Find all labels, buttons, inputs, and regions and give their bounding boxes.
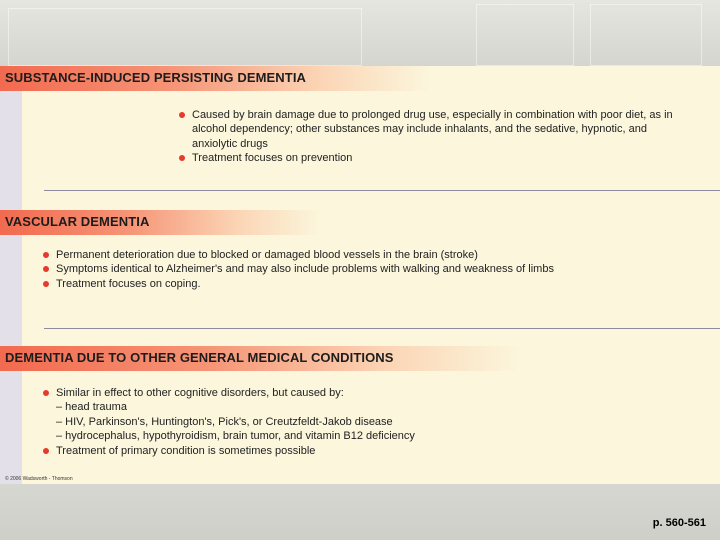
bullet-dot-icon <box>43 390 49 396</box>
bullet-continuation <box>40 415 680 429</box>
section-header-substance-induced <box>0 66 430 91</box>
bullet-item <box>40 248 700 262</box>
bottom-background-band <box>0 484 720 540</box>
section-title: VASCULAR DEMENTIA <box>5 214 150 229</box>
decorative-frame <box>476 4 574 66</box>
bullet-text: Similar in effect to other cognitive disorders, but caused by: <box>56 387 344 399</box>
bullet-item <box>40 277 700 291</box>
slide-content-panel <box>0 66 720 484</box>
bullet-dot-icon <box>43 266 49 272</box>
bullet-text: Treatment focuses on coping. <box>56 277 201 290</box>
vascular-list <box>40 248 700 291</box>
bullet-text: alcohol dependency; other substances may include inhalants, and the sedative, hypnotic, and <box>192 123 647 136</box>
left-accent-strip <box>0 66 22 484</box>
page-reference: p. 560-561 <box>652 517 706 529</box>
bullet-text: Permanent deterioration due to blocked or damaged blood vessels in the brain (stroke) <box>56 249 478 261</box>
bullet-dot-icon <box>43 448 49 454</box>
bullet-dot-icon <box>43 252 49 258</box>
bullet-item <box>40 386 680 400</box>
bullet-text: – HIV, Parkinson's, Huntington's, Pick's, or Creutzfeldt-Jakob disease <box>56 415 393 428</box>
bullet-continuation <box>176 122 716 136</box>
bullet-item <box>40 444 680 458</box>
bullet-continuation <box>176 137 716 151</box>
section-header-medical-conditions <box>0 346 520 371</box>
bullet-dot-icon <box>179 155 185 161</box>
bullet-continuation <box>40 400 680 414</box>
medical-conditions-list <box>40 386 680 458</box>
bullet-text: Symptoms identical to Alzheimer's and may also include problems with walking and weakness of limbs <box>56 263 554 276</box>
section-divider <box>44 328 720 329</box>
section-title: DEMENTIA DUE TO OTHER GENERAL MEDICAL CONDITIONS <box>5 350 394 365</box>
section-divider <box>44 190 720 191</box>
bullet-item <box>40 262 700 276</box>
bullet-text: Treatment focuses on prevention <box>192 152 353 165</box>
decorative-frame <box>590 4 702 66</box>
bullet-text: Treatment of primary condition is sometimes possible <box>56 444 316 457</box>
decorative-frame <box>8 8 362 66</box>
bullet-dot-icon <box>179 112 185 118</box>
substance-induced-list <box>176 108 716 166</box>
bullet-item <box>176 151 716 165</box>
bullet-continuation <box>40 429 680 443</box>
section-header-vascular <box>0 210 320 235</box>
bullet-text: anxiolytic drugs <box>192 137 268 150</box>
copyright-text: © 2006 Wadsworth - Thomson <box>5 476 73 482</box>
bullet-dot-icon <box>43 281 49 287</box>
bullet-text: – hydrocephalus, hypothyroidism, brain tumor, and vitamin B12 deficiency <box>56 430 415 443</box>
bullet-text: Caused by brain damage due to prolonged drug use, especially in combination with poor diet, as in <box>192 109 673 121</box>
bullet-text: – head trauma <box>56 401 127 414</box>
section-title: SUBSTANCE-INDUCED PERSISTING DEMENTIA <box>5 70 307 85</box>
bullet-item <box>176 108 716 122</box>
